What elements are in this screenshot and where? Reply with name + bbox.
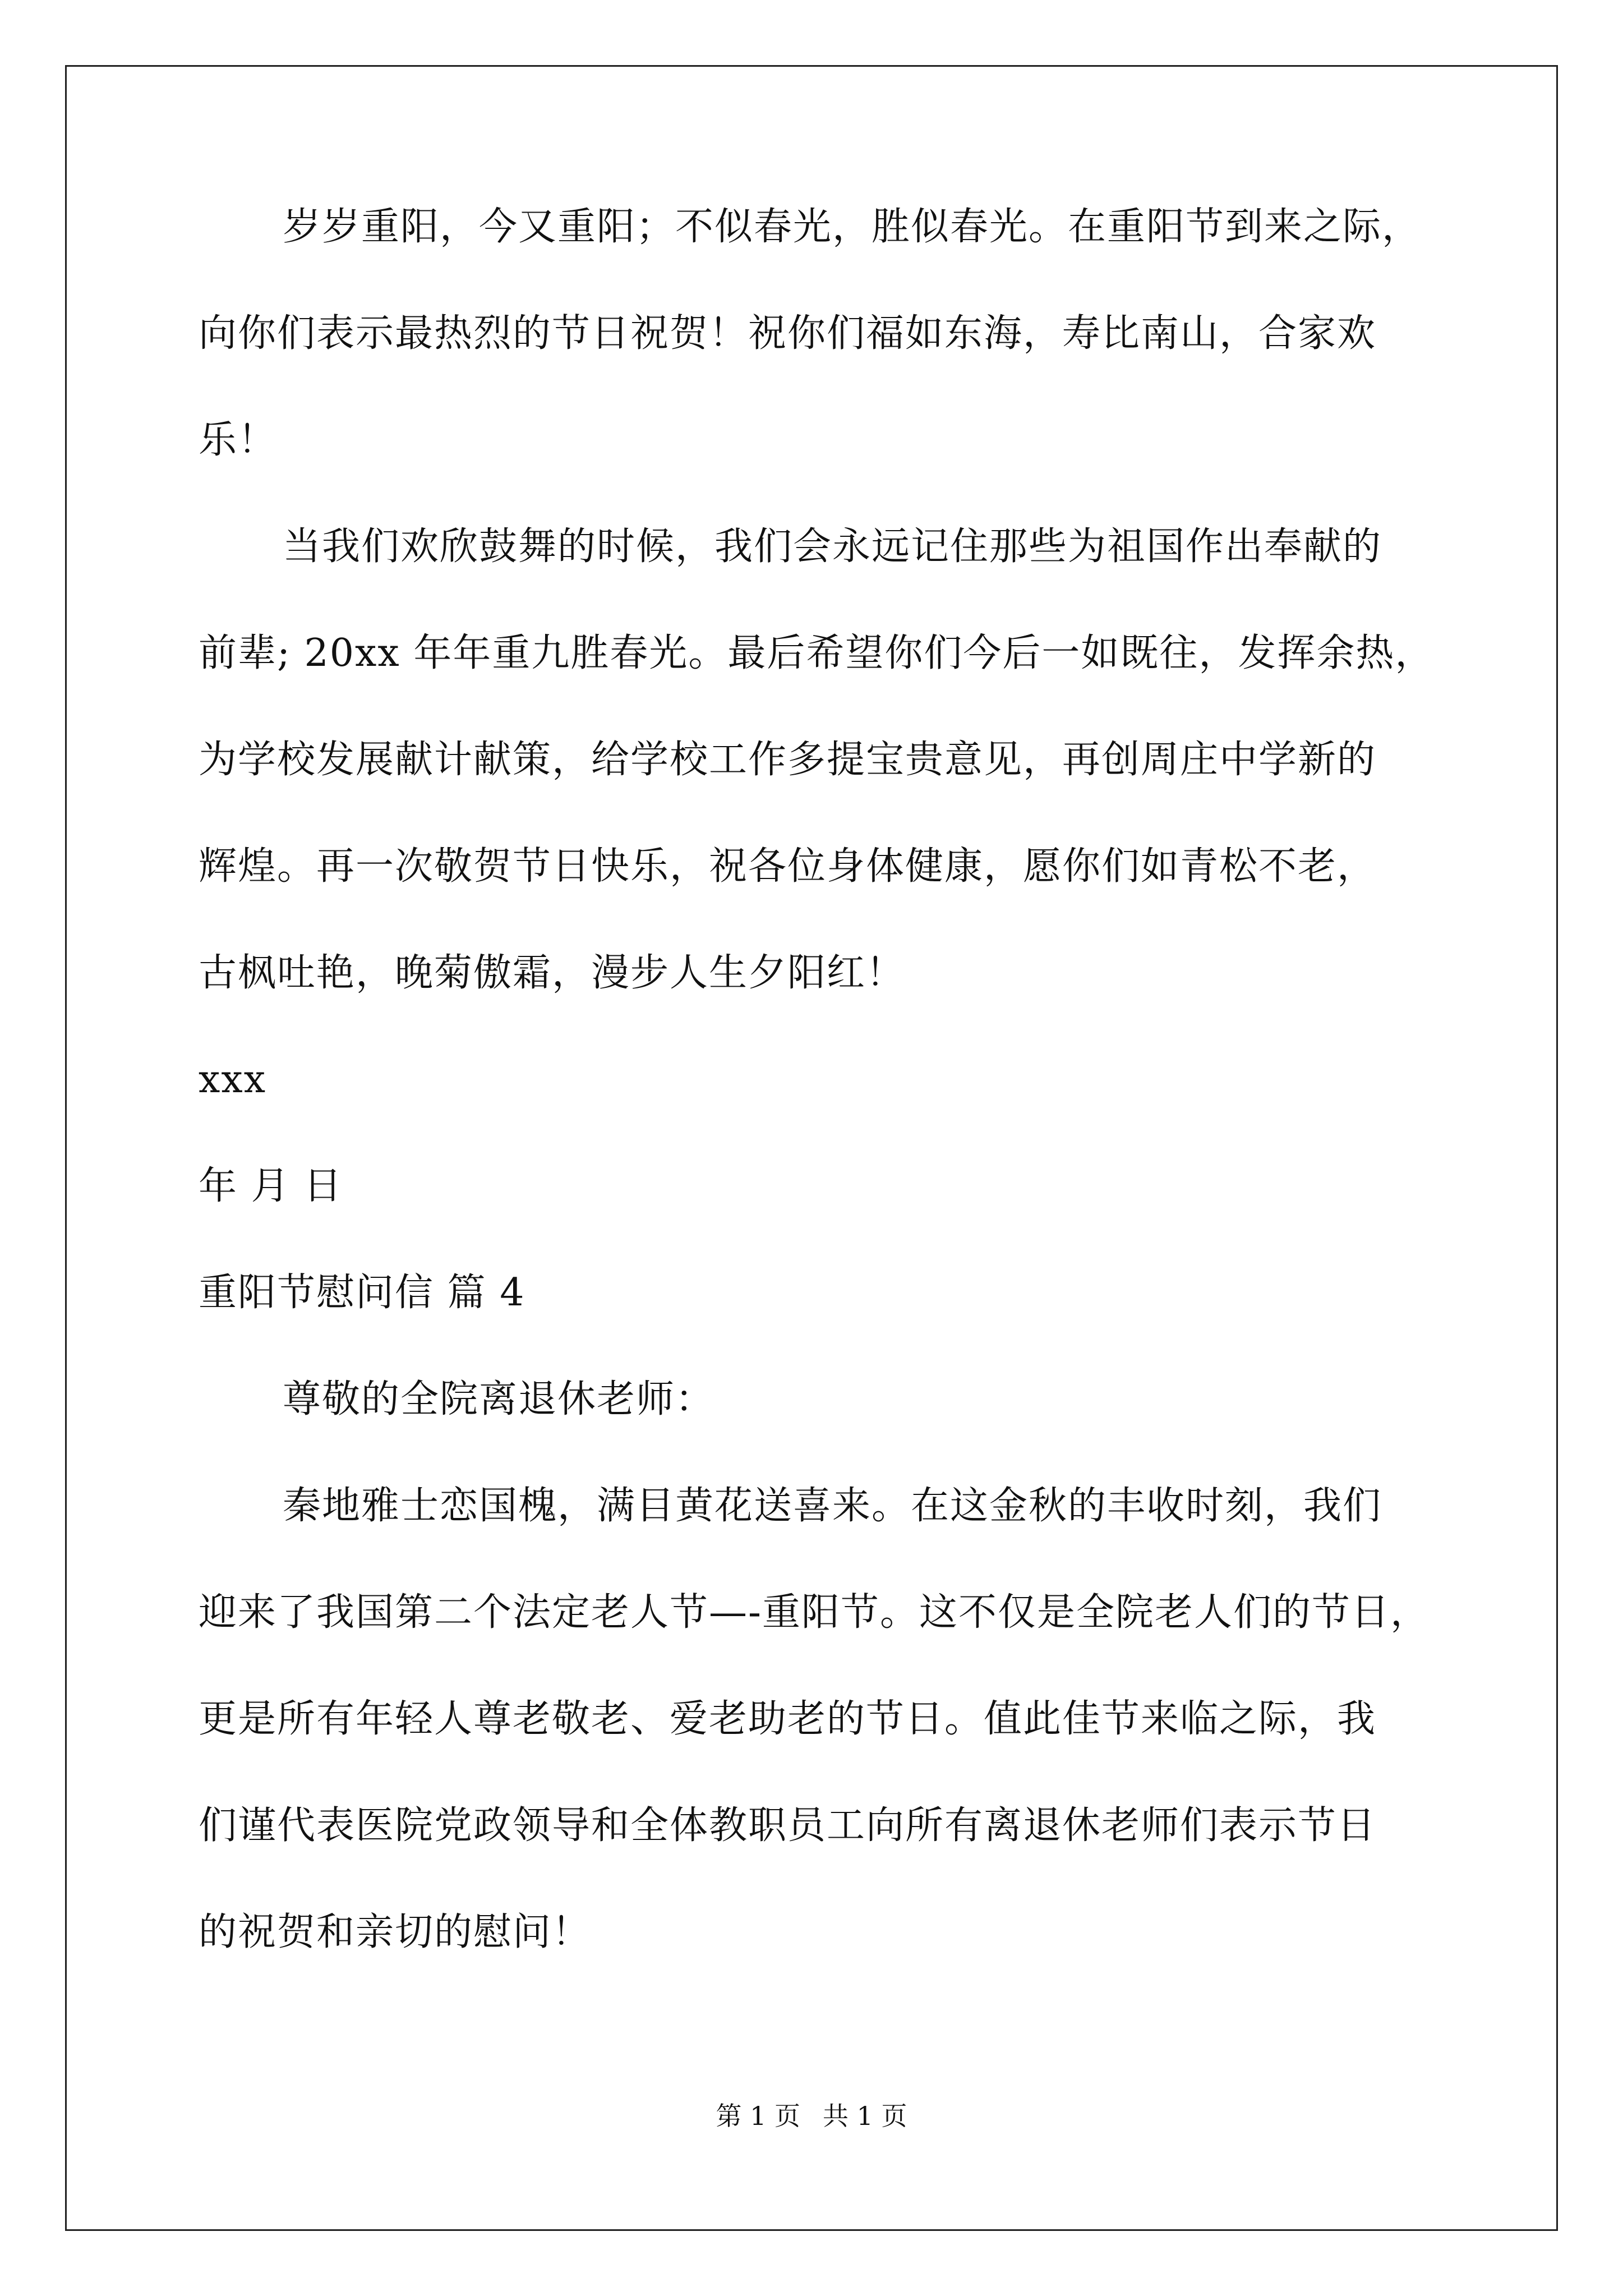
paragraph-3-line-5: 的祝贺和亲切的慰问！ bbox=[199, 1910, 592, 1954]
signature: xxx bbox=[199, 1057, 267, 1102]
paragraph-3-line-4: 们谨代表医院党政领导和全体教职员工向所有离退休老师们表示节日 bbox=[199, 1803, 1377, 1848]
section-heading: 重阳节慰问信 篇 4 bbox=[199, 1271, 525, 1315]
paragraph-1-line-1: 岁岁重阳，今又重阳；不似春光，胜似春光。在重阳节到来之际， bbox=[283, 205, 1422, 249]
paragraph-2-line-2: 前辈; 20xx 年年重九胜春光。最后希望你们今后一如既往，发挥余热， bbox=[199, 631, 1435, 675]
paragraph-1-line-2: 向你们表示最热烈的节日祝贺！祝你们福如东海，寿比南山，合家欢 bbox=[199, 311, 1377, 356]
page-number-total: 共 1 页 bbox=[823, 2101, 907, 2131]
paragraph-3-line-3: 更是所有年轻人尊老敬老、爱老助老的节日。值此佳节来临之际，我 bbox=[199, 1697, 1377, 1741]
paragraph-3-line-2: 迎来了我国第二个法定老人节—-重阳节。这不仅是全院老人们的节日， bbox=[199, 1590, 1430, 1635]
paragraph-1-line-3: 乐！ bbox=[199, 418, 278, 462]
paragraph-2-line-5: 古枫吐艳，晚菊傲霜，漫步人生夕阳红！ bbox=[199, 951, 906, 995]
paragraph-2-line-1: 当我们欢欣鼓舞的时候，我们会永远记住那些为祖国作出奉献的 bbox=[283, 524, 1382, 569]
paragraph-3-line-1: 秦地雅士恋国槐，满目黄花送喜来。在这金秋的丰收时刻，我们 bbox=[283, 1484, 1382, 1528]
page-number-current: 第 1 页 bbox=[716, 2101, 800, 2131]
paragraph-2-line-4: 辉煌。再一次敬贺节日快乐，祝各位身体健康，愿你们如青松不老， bbox=[199, 844, 1377, 889]
date-line: 年 月 日 bbox=[199, 1164, 343, 1208]
page-footer bbox=[0, 2099, 1623, 2133]
paragraph-2-line-3: 为学校发展献计献策，给学校工作多提宝贵意见，再创周庄中学新的 bbox=[199, 738, 1377, 782]
page-border bbox=[65, 65, 1558, 2231]
salutation: 尊敬的全院离退休老师： bbox=[283, 1377, 715, 1421]
